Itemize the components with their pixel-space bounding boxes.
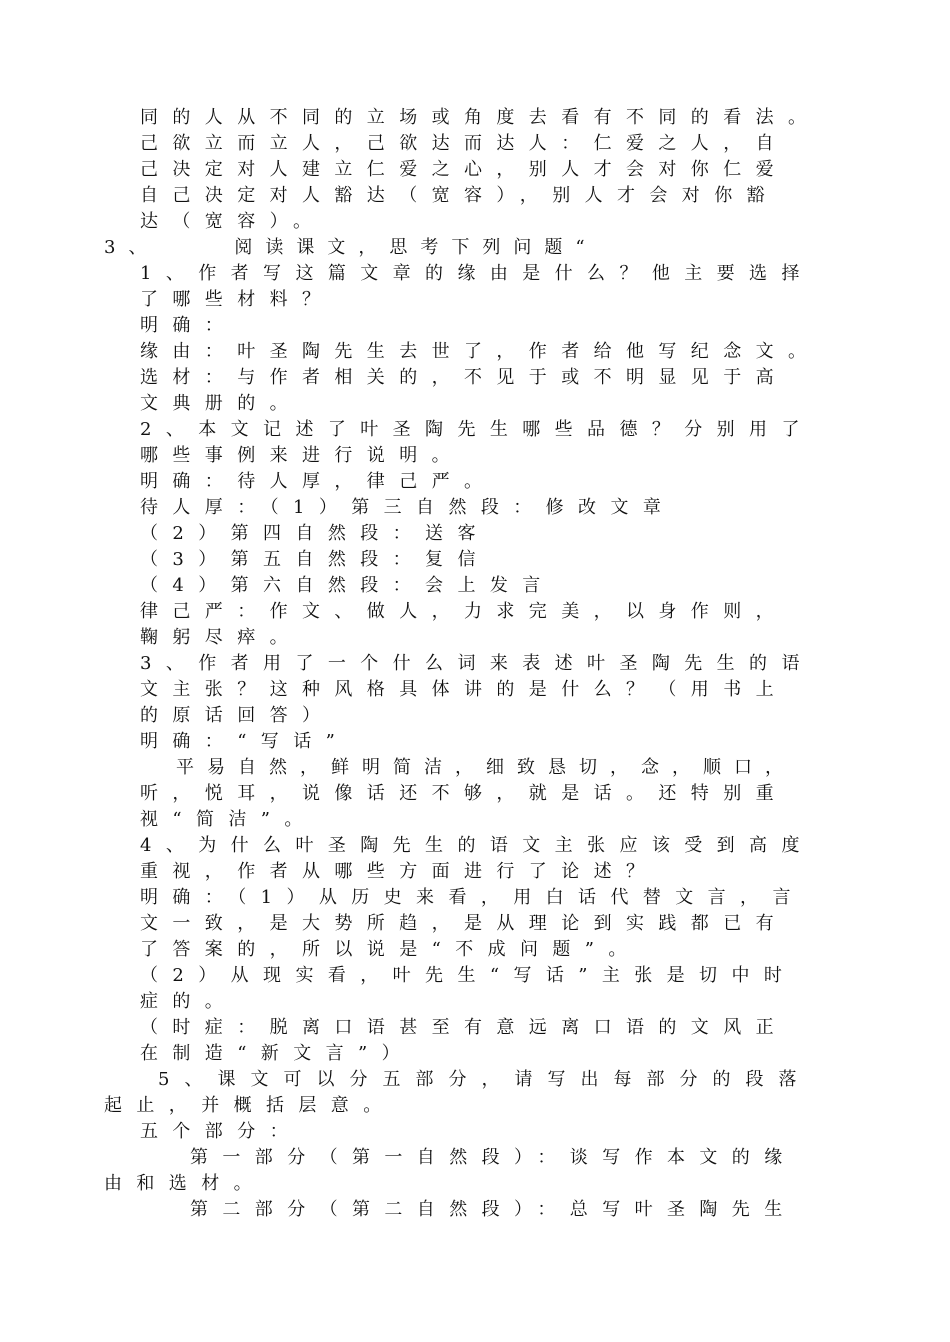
- text-line: 律己严：作文、做人，力求完美，以身作则，: [140, 601, 788, 622]
- answer-label: 明确：待人厚，律己严。: [140, 471, 497, 492]
- text-line: 在制造“新文言”）: [140, 1043, 415, 1064]
- text-line: 了答案的，所以说是“不成问题”。: [140, 939, 641, 960]
- text-line: （2）从现实看，叶先生“写话”主张是切中时: [140, 965, 797, 986]
- text-line: 己欲立而立人，己欲达而达人：仁爱之人，自: [140, 133, 788, 154]
- answer-label: 明确：（1）从历史来看，用白话代替文言，言: [140, 887, 805, 908]
- question-line: 2、本文记述了叶圣陶先生哪些品德？分别用了: [140, 419, 814, 440]
- text-line: （3）第五自然段：复信: [140, 549, 490, 570]
- question-line: 了哪些材料？: [140, 289, 335, 310]
- text-line: 由和选材。: [104, 1173, 266, 1194]
- text-line: 文一致，是大势所趋，是从理论到实践都已有: [140, 913, 788, 934]
- text-line: 自己决定对人豁达（宽容），别人才会对你豁: [140, 185, 779, 206]
- answer-label: 明确：: [140, 315, 238, 336]
- text-line: 文典册的。: [140, 393, 302, 414]
- question-line: 起止，并概括层意。: [104, 1095, 396, 1116]
- question-line: 的原话回答）: [140, 705, 335, 726]
- text-line: 五个部分：: [140, 1121, 302, 1142]
- question-line: 4、为什么叶圣陶先生的语文主张应该受到高度: [140, 835, 814, 856]
- text-line: 症的。: [140, 991, 238, 1012]
- question-line: 3、作者用了一个什么词来表述叶圣陶先生的语: [140, 653, 814, 674]
- question-line: 重视，作者从哪些方面进行了论述？: [140, 861, 659, 882]
- question-line: 文主张？这种风格具体讲的是什么？（用书上: [140, 679, 788, 700]
- question-line: 1、作者写这篇文章的缘由是什么？他主要选择: [140, 263, 814, 284]
- text-line: 第一部分（第一自然段）：谈写作本文的缘: [190, 1147, 797, 1168]
- text-line: （2）第四自然段：送客: [140, 523, 490, 544]
- text-line: 第二部分（第二自然段）：总写叶圣陶先生: [190, 1199, 797, 1220]
- text-line: 同的人从不同的立场或角度去看有不同的看法。: [140, 107, 821, 128]
- section-heading: 3、 阅读课文，思考下列问题“: [104, 237, 598, 258]
- text-line: （4）第六自然段：会上发言: [140, 575, 555, 596]
- text-line: 达（宽容）。: [140, 211, 326, 232]
- text-line: 缘由：叶圣陶先生去世了，作者给他写纪念文。: [140, 341, 821, 362]
- text-line: （时症：脱离口语甚至有意远离口语的文风正: [140, 1017, 788, 1038]
- answer-label: 明确：“写话”: [140, 731, 350, 752]
- text-line: 鞠躬尽瘁。: [140, 627, 302, 648]
- text-line: 听，悦耳，说像话还不够，就是话。还特别重: [140, 783, 788, 804]
- text-line: 选材：与作者相关的，不见于或不明显见于高: [140, 367, 788, 388]
- question-line: 5、课文可以分五部分，请写出每部分的段落: [158, 1069, 812, 1090]
- text-line: 己决定对人建立仁爱之心，别人才会对你仁爱: [140, 159, 788, 180]
- text-line: 平易自然，鲜明简洁，细致恳切，念，顺口，: [176, 757, 796, 778]
- text-line: 待人厚：（1）第三自然段：修改文章: [140, 497, 676, 518]
- text-line: 视“简洁”。: [140, 809, 317, 830]
- question-line: 哪些事例来进行说明。: [140, 445, 464, 466]
